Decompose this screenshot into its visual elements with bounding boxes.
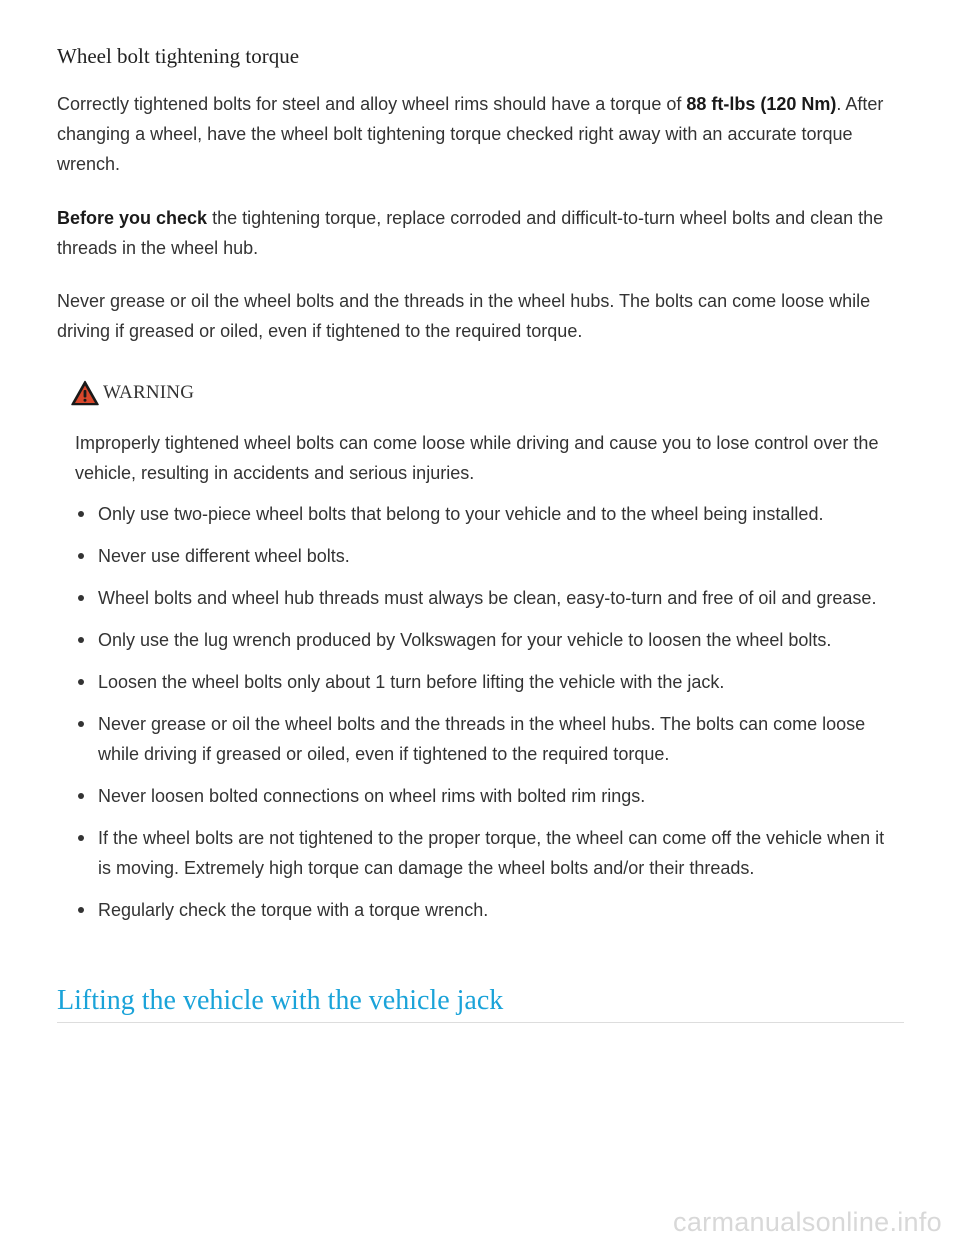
list-item	[75, 541, 895, 571]
warning-header	[71, 378, 194, 408]
section-subheading: Wheel bolt tightening torque	[57, 44, 300, 68]
bullet-icon	[78, 793, 84, 799]
list-item-text: Never grease or oil the wheel bolts and the threads in the wheel hubs. The bolts can come loose while driving if greased or oiled, even if tightened to the required torque.	[98, 714, 866, 764]
list-item-text: Only use the lug wrench produced by Volkswagen for your vehicle to loosen the wheel bolts.	[98, 630, 832, 650]
torque-paragraph-text: Correctly tightened bolts for steel and alloy wheel rims should have a torque of	[57, 94, 687, 114]
list-item	[75, 583, 895, 613]
bullet-icon	[78, 553, 84, 559]
list-item-text: If the wheel bolts are not tightened to the proper torque, the wheel can come off the vehicle when it is moving. Extremely high torque can damage the wheel bolts and/or their threads.	[98, 828, 885, 878]
list-item	[75, 709, 895, 769]
before-check-paragraph	[57, 203, 897, 263]
section-divider	[57, 1022, 904, 1023]
bullet-icon	[78, 595, 84, 601]
list-item	[75, 667, 895, 697]
warning-triangle-icon	[71, 380, 99, 406]
section-heading: Lifting the vehicle with the vehicle jack	[57, 985, 504, 1016]
list-item-text: Only use two-piece wheel bolts that belong to your vehicle and to the wheel being installed.	[98, 504, 824, 524]
bullet-icon	[78, 637, 84, 643]
bullet-icon	[78, 721, 84, 727]
list-item-text: Loosen the wheel bolts only about 1 turn before lifting the vehicle with the jack.	[98, 672, 725, 692]
bullet-icon	[78, 511, 84, 517]
bullet-icon	[78, 835, 84, 841]
before-check-text: the tightening torque, replace corroded and difficult-to-turn wheel bolts and clean the threads in the wheel hub.	[57, 208, 884, 258]
grease-paragraph: Never grease or oil the wheel bolts and the threads in the wheel hubs. The bolts can come loose while driving if greased or oiled, even if tightened to the required torque.	[57, 291, 871, 341]
list-item	[75, 781, 895, 811]
warning-body: Improperly tightened wheel bolts can come loose while driving and cause you to lose control over the vehicle, resulting in accidents and serious injuries.	[75, 433, 879, 483]
list-item-text: Regularly check the torque with a torque wrench.	[98, 900, 489, 920]
list-item	[75, 823, 895, 883]
torque-paragraph-text-end: . After changing a wheel, have the wheel bolt tightening torque checked right away with an accurate torque wrench.	[57, 94, 884, 174]
torque-paragraph	[57, 89, 897, 179]
list-item	[75, 499, 895, 529]
warning-label: WARNING	[103, 382, 195, 403]
list-item-text: Wheel bolts and wheel hub threads must always be clean, easy-to-turn and free of oil and grease.	[98, 588, 877, 608]
list-item	[75, 895, 895, 925]
before-check-lead: Before you check	[57, 208, 208, 228]
watermark: carmanualsonline.info	[673, 1207, 942, 1237]
torque-value: 88 ft-lbs (120 Nm)	[686, 94, 837, 114]
list-item-text: Never use different wheel bolts.	[98, 546, 350, 566]
list-item	[75, 625, 895, 655]
bullet-icon	[78, 907, 84, 913]
list-item-text: Never loosen bolted connections on wheel rims with bolted rim rings.	[98, 786, 646, 806]
warning-list	[75, 499, 895, 937]
bullet-icon	[78, 679, 84, 685]
